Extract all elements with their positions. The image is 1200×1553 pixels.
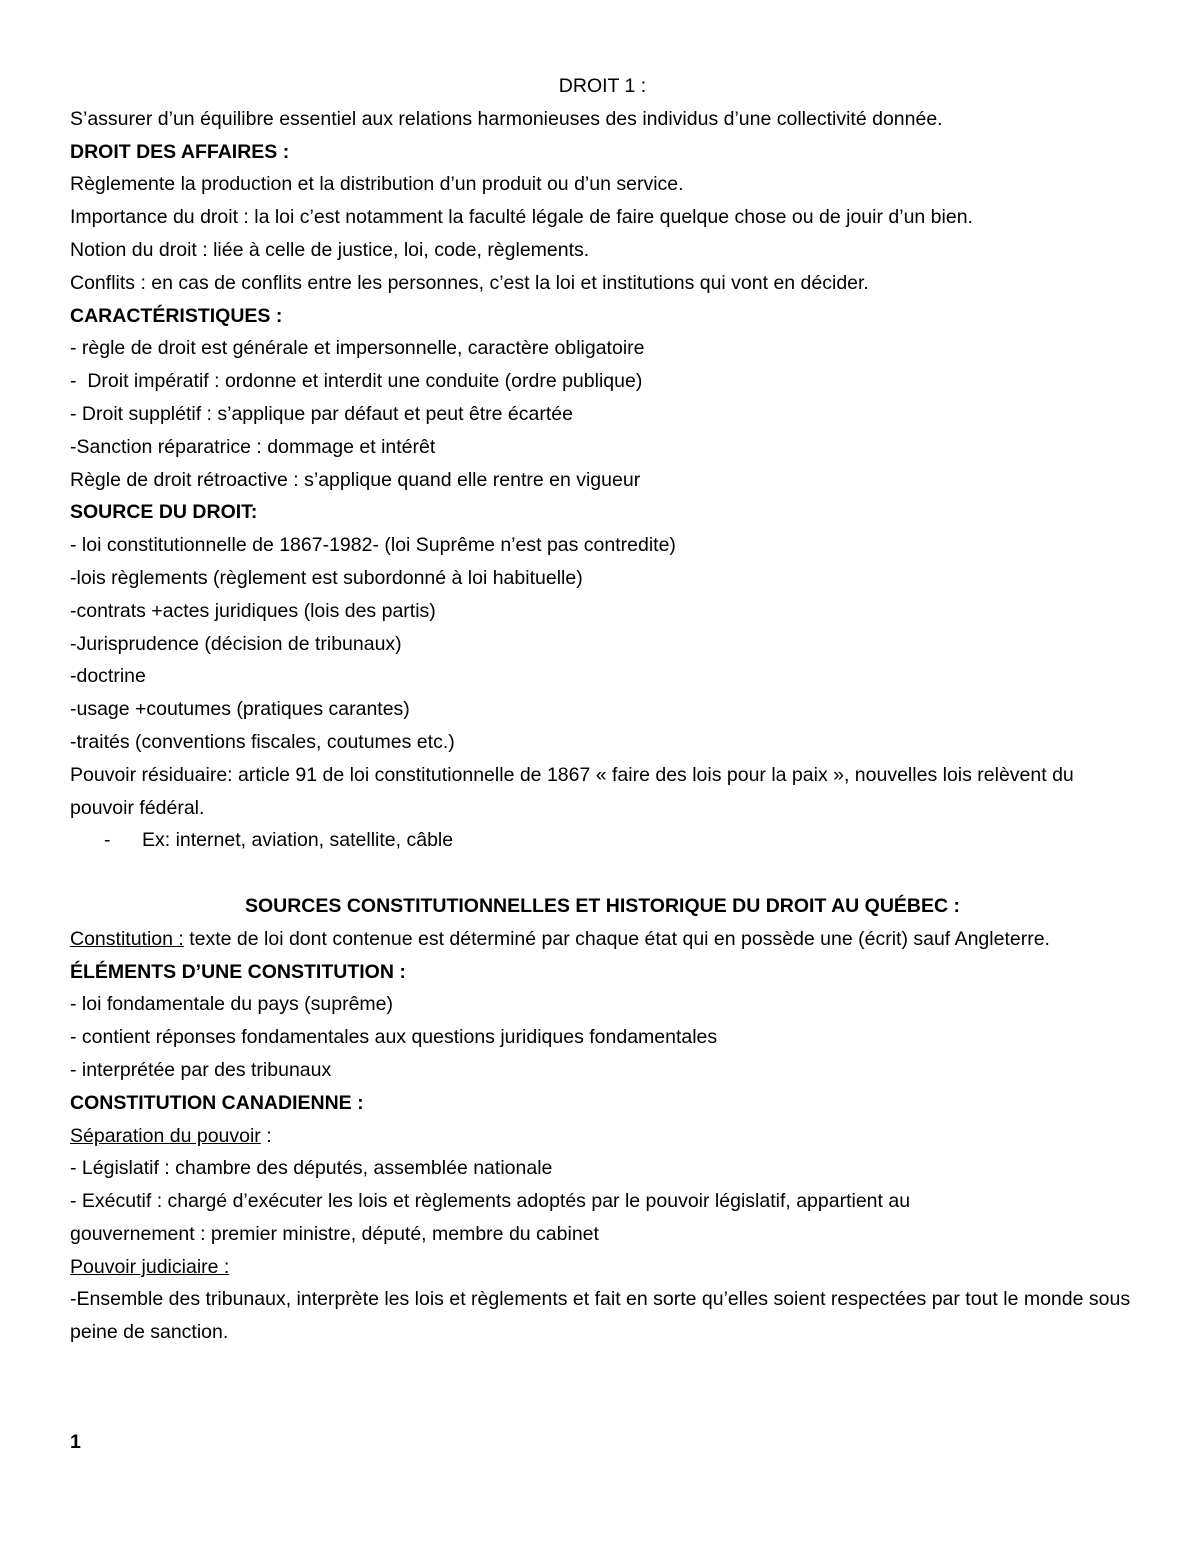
elements-line: - loi fondamentale du pays (suprême) (70, 993, 393, 1016)
blank-line (70, 857, 1135, 890)
affaires-line: Règlemente la production et la distribution d’un produit ou d’un service. (70, 173, 684, 196)
source-line: -doctrine (70, 665, 146, 688)
executif-line: - Exécutif : chargé d’exécuter les lois et règlements adoptés par le pouvoir législatif, appartient au gouvernement : premier ministre, député, membre du cabinet (70, 1190, 911, 1245)
source-line: -usage +coutumes (pratiques carantes) (70, 698, 410, 721)
constitution-text: texte de loi dont contenue est déterminé par chaque état qui en possède une (écrit) sauf Angleterre. (183, 927, 1050, 950)
elements-line: - contient réponses fondamentales aux questions juridiques fondamentales (70, 1026, 718, 1049)
affaires-line: Conflits : en cas de conflits entre les personnes, c’est la loi et institutions qui vont en décider. (70, 271, 869, 294)
caracteristiques-line: - Droit supplétif : s’applique par défaut et peut être écartée (70, 402, 573, 425)
elements-line: - interprétée par des tribunaux (70, 1058, 332, 1081)
judiciaire-label: Pouvoir judiciaire : (70, 1255, 230, 1278)
judiciaire-paragraph: -Ensemble des tribunaux, interprète les lois et règlements et fait en sorte qu’elles soient respectées par tout le monde sous peine de sanction. (70, 1288, 1131, 1344)
separation-heading (70, 1120, 1135, 1153)
page-number: 1 (70, 1431, 81, 1453)
source-line: -contrats +actes juridiques (lois des partis) (70, 599, 436, 622)
source-line: -lois règlements (règlement est subordonné à loi habituelle) (70, 566, 583, 589)
heading-source-du-droit: SOURCE DU DROIT: (70, 501, 258, 524)
pouvoir-residuaire-paragraph: Pouvoir résiduaire: article 91 de loi constitutionnelle de 1867 « faire des lois pour la paix », nouvelles lois relèvent du pouvoir fédéral. (70, 763, 1074, 819)
source-line: - loi constitutionnelle de 1867-1982- (loi Suprême n’est pas contredite) (70, 534, 676, 557)
affaires-line: Importance du droit : la loi c’est notamment la faculté légale de faire quelque chose ou de jouir d’un bien. (70, 206, 973, 229)
source-line: -traités (conventions fiscales, coutumes etc.) (70, 730, 455, 753)
heading-caracteristiques: CARACTÉRISTIQUES : (70, 304, 283, 327)
caracteristiques-line: -Sanction réparatrice : dommage et intérêt (70, 435, 436, 458)
legislatif-line: - Législatif : chambre des députés, assemblée nationale (70, 1157, 553, 1180)
intro-paragraph: S’assurer d’un équilibre essentiel aux relations harmonieuses des individus d’une collectivité donnée. (70, 107, 943, 130)
separation-suffix: : (260, 1124, 272, 1147)
constitution-definition (70, 923, 1070, 956)
document-page (70, 70, 1135, 1349)
source-line: -Jurisprudence (décision de tribunaux) (70, 632, 402, 655)
affaires-line: Notion du droit : liée à celle de justice, loi, code, règlements. (70, 238, 590, 261)
heading-constitution-canadienne: CONSTITUTION CANADIENNE : (70, 1091, 364, 1114)
caracteristiques-line: Règle de droit rétroactive : s’applique quand elle rentre en vigueur (70, 468, 641, 491)
list-dash: - (104, 829, 111, 852)
separation-label: Séparation du pouvoir (70, 1124, 261, 1147)
heading-sources-constitutionnelles: SOURCES CONSTITUTIONNELLES ET HISTORIQUE DU DROIT AU QUÉBEC : (244, 894, 961, 917)
example-list-item (70, 824, 1135, 857)
example-text: Ex: internet, aviation, satellite, câble (142, 829, 454, 852)
heading-elements-constitution: ÉLÉMENTS D’UNE CONSTITUTION : (70, 960, 406, 983)
caracteristiques-line: - Droit impératif : ordonne et interdit une conduite (ordre publique) (70, 370, 643, 393)
document-title: DROIT 1 : (558, 75, 647, 97)
caracteristiques-line: - règle de droit est générale et impersonnelle, caractère obligatoire (70, 337, 645, 360)
heading-droit-des-affaires: DROIT DES AFFAIRES : (70, 140, 290, 163)
constitution-label: Constitution : (70, 927, 184, 950)
